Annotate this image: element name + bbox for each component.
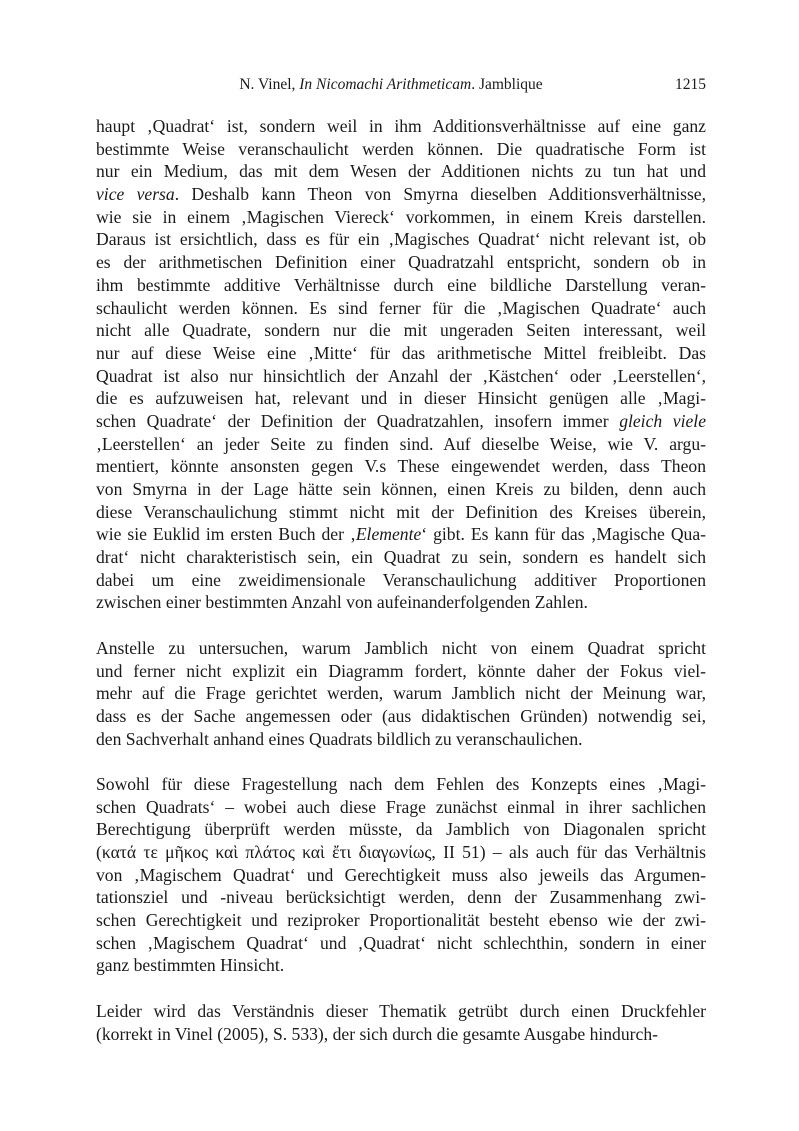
text-line: haupt ‚Quadrat‘ ist, sondern weil in ihm Additionsverhältnisse auf eine ganz [96,116,706,136]
text-line: bestimmte Weise veranschaulicht werden können. Die quadratische Form ist [96,138,706,159]
text-line: mentiert, könnte ansonsten gegen V.s These eingewendet werden, dass Theon [96,456,706,477]
page-number: 1215 [675,76,706,93]
body-text [96,115,706,1068]
header-work-title: In Nicomachi Arithmeticam [299,76,472,93]
text-line: schen Quadrate‘ der Definition der Quadratzahlen, insofern immer gleich viele [96,410,707,431]
text-line: diese Veranschaulichung stimmt nicht mit der Definition des Kreises überein, [96,501,706,522]
text-line: schen ‚Magischem Quadrat‘ und ‚Quadrat‘ nicht schlechthin, sondern in einer [96,932,706,953]
text-line: wie sie in einem ‚Magischen Viereck‘ vorkommen, in einem Kreis darstellen. [96,206,706,227]
text-line: schen Gerechtigkeit und reziproker Proportionalität besteht ebenso wie der zwi- [96,910,706,931]
text-line: schen Quadrats‘ – wobei auch diese Frage zunächst einmal in ihrer sachlichen [96,796,706,817]
header-work-subtitle: . Jamblique [471,76,543,93]
text-line: Leider wird das Verständnis dieser Thematik getrübt durch einen Druckfehler [96,1000,706,1021]
text-line: Anstelle zu untersuchen, warum Jamblich nicht von einem Quadrat spricht [96,637,706,658]
running-header-title [96,74,706,96]
text-line: drat‘ nicht charakteristisch sein, ein Quadrat zu sein, sondern es handelt sich [96,547,706,568]
paragraph [96,115,706,614]
text-line: wie sie Euklid im ersten Buch der ‚Elemente‘ gibt. Es kann für das ‚Magische Qua- [96,524,706,545]
text-line: Sowohl für diese Fragestellung nach dem Fehlen des Konzepts eines ‚Magi- [96,773,706,794]
text-line: Berechtigung überprüft werden müsste, da Jamblich von Diagonalen spricht [96,819,706,840]
text-line: dabei um eine zweidimensionale Veranschaulichung additiver Proportionen [96,569,706,590]
text-line: es der arithmetischen Definition einer Quadratzahl entspricht, sondern ob in [96,252,706,273]
text-line: schaulicht werden können. Es sind ferner für die ‚Magischen Quadrate‘ auch [96,297,706,318]
text-line: ihm bestimmte additive Verhältnisse durch eine bildliche Darstellung veran- [96,274,706,295]
text-line: von ‚Magischem Quadrat‘ und Gerechtigkeit muss also jeweils das Argumen- [96,864,706,885]
header-author: N. Vinel, [239,76,300,93]
text-line: vice versa. Deshalb kann Theon von Smyrna dieselben Additionsverhältnisse, [96,184,706,205]
paragraph [96,773,706,977]
text-line: nur ein Medium, das mit dem Wesen der Additionen nichts zu tun hat und [96,161,706,182]
text-line: tationsziel und -niveau berücksichtigt werden, denn der Zusammenhang zwi- [96,887,706,908]
text-line: nicht alle Quadrate, sondern nur die mit ungeraden Seiten interessant, weil [96,320,706,341]
text-line: mehr auf die Frage gerichtet werden, warum Jamblich nicht der Meinung war, [96,683,706,704]
running-header [96,74,706,96]
text-line: (korrekt in Vinel (2005), S. 533), der sich durch die gesamte Ausgabe hindurch- [96,1023,658,1044]
text-line: nur auf diese Weise eine ‚Mitte‘ für das arithmetische Mittel freibleibt. Das [96,342,706,363]
text-line: (κατά τε μῆκος καὶ πλάτος καὶ ἔτι διαγωνίως, II 51) – als auch für das Verhältnis [96,842,706,862]
paragraph [96,1000,706,1045]
text-line: ganz bestimmten Hinsicht. [96,955,285,976]
text-line: von Smyrna in der Lage hätte sein können, einen Kreis zu bilden, denn auch [96,479,706,499]
text-line: den Sachverhalt anhand eines Quadrats bildlich zu veranschaulichen. [96,728,583,749]
paragraph [96,637,706,750]
text-line: die es aufzuweisen hat, relevant und in dieser Hinsicht genügen alle ‚Magi- [96,388,706,409]
text-line: Daraus ist ersichtlich, dass es für ein ‚Magisches Quadrat‘ nicht relevant ist, ob [96,229,706,250]
text-line: Quadrat ist also nur hinsichtlich der Anzahl der ‚Kästchen‘ oder ‚Leerstellen‘, [96,365,706,386]
text-line: dass es der Sache angemessen oder (aus didaktischen Gründen) notwendig sei, [96,705,706,726]
text-line: zwischen einer bestimmten Anzahl von aufeinanderfolgenden Zahlen. [96,592,588,613]
text-line: und ferner nicht explizit ein Diagramm fordert, könnte daher der Fokus viel- [96,660,706,681]
text-line: ‚Leerstellen‘ an jeder Seite zu finden sind. Auf dieselbe Weise, wie V. argu- [96,433,706,454]
